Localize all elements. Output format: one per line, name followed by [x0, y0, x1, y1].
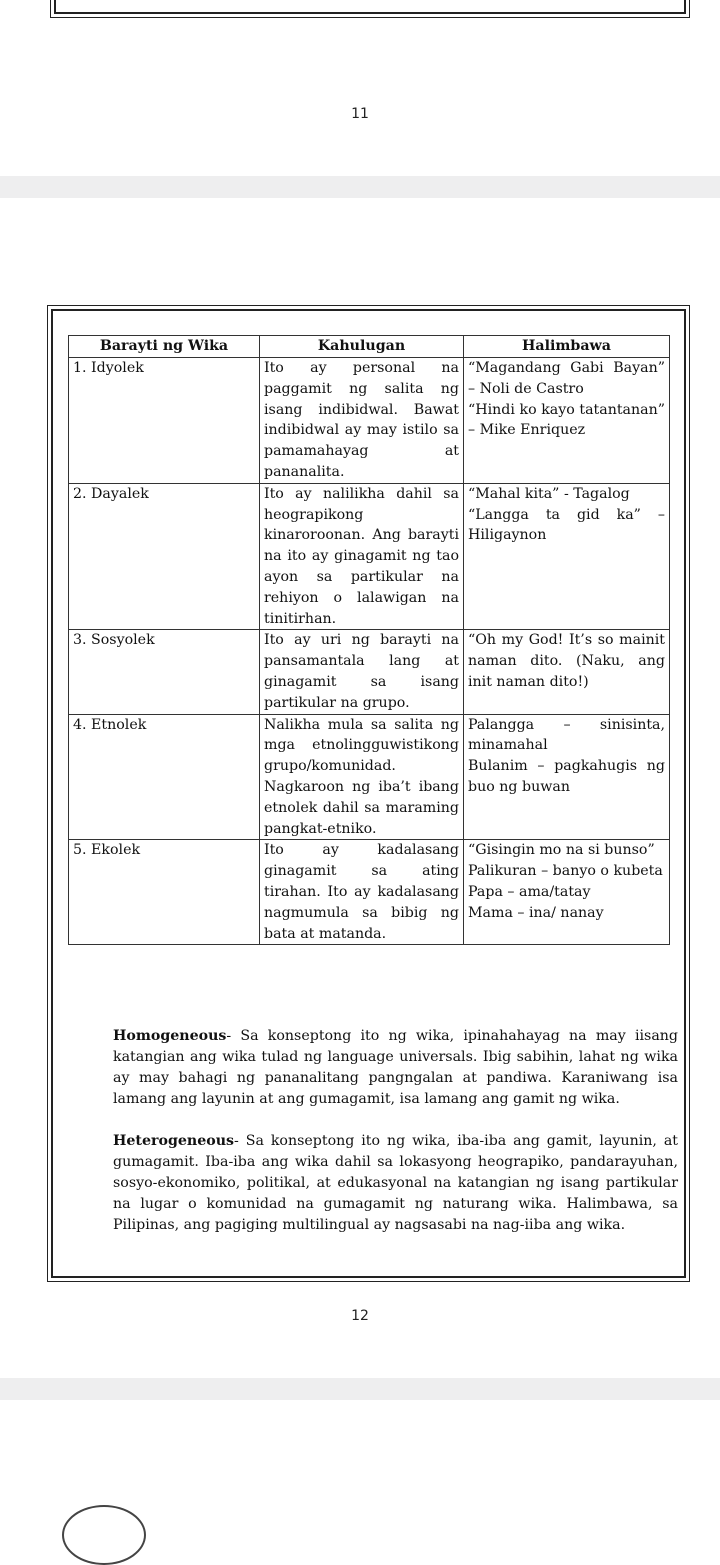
table-row — [69, 714, 670, 840]
table-row — [69, 840, 670, 945]
halimbawa-item: “Hindi ko kayo tatantanan” – Mike Enriquez — [468, 401, 665, 439]
barayti-cell: 1. Idyolek — [69, 358, 260, 484]
table-row — [69, 483, 670, 630]
halimbawa-item: Palangga – sinisinta, minamahal — [468, 716, 665, 754]
homogeneous-paragraph — [113, 1026, 678, 1110]
halimbawa-item: Palikuran – banyo o kubeta — [468, 863, 663, 880]
halimbawa-cell — [464, 630, 670, 714]
column-header: Halimbawa — [464, 336, 670, 358]
halimbawa-item: “Oh my God! It’s so mainit naman dito. (Naku, ang init naman dito!) — [468, 632, 665, 690]
table-header-row — [69, 336, 670, 358]
previous-page — [0, 0, 720, 176]
halimbawa-cell — [464, 358, 670, 484]
halimbawa-item: “Mahal kita” - Tagalog — [468, 485, 630, 502]
heterogeneous-text: - Sa konseptong ito ng wika, iba-iba ang gamit, layunin, at gumagamit. Iba-iba ang wika dahil sa lokasyong heograpiko, pandarayuhan, sosyo-ekonomiko, politikal, at edukasyonal na katangian ng isang partikular na lugar o komunidad na gumagamit ng naturang wika. Halimbawa, sa Pilipinas, ang pagiging multilingual ay nagsasabi na nag-iiba ang wika. — [113, 1133, 678, 1233]
barayti-cell: 2. Dayalek — [69, 483, 260, 630]
halimbawa-item: Bulanim – pagkahugis ng buo ng buwan — [468, 758, 665, 795]
table-row — [69, 630, 670, 714]
halimbawa-item: Papa – ama/tatay — [468, 883, 591, 900]
kahulugan-cell: Ito ay kadalasang ginagamit sa ating tirahan. Ito ay kadalasang nagmumula sa bibig ng bata at matanda. — [260, 840, 464, 945]
previous-page-inner-border — [54, 0, 686, 14]
table-row — [69, 358, 670, 484]
barayti-cell: 5. Ekolek — [69, 840, 260, 945]
halimbawa-item: “Gisingin mo na si bunso” — [468, 842, 655, 859]
column-header: Kahulugan — [260, 336, 464, 358]
page-separator — [0, 1378, 720, 1400]
seal-logo-icon — [62, 1505, 146, 1565]
halimbawa-cell — [464, 483, 670, 630]
kahulugan-cell: Ito ay personal na paggamit ng salita ng isang indibidwal. Bawat indibidwal ay may istilo sa pamamahayag at pananalita. — [260, 358, 464, 484]
page-number: 11 — [351, 106, 369, 122]
column-header: Barayti ng Wika — [69, 336, 260, 358]
halimbawa-cell — [464, 840, 670, 945]
heterogeneous-paragraph — [113, 1131, 678, 1236]
kahulugan-cell: Ito ay nalilikha dahil sa heograpikong kinaroroonan. Ang barayti na ito ay ginagamit ng tao ayon sa partikular na rehiyon o lalawigan na tinitirhan. — [260, 483, 464, 630]
kahulugan-cell: Ito ay uri ng barayti na pansamantala lang at ginagamit sa isang partikular na grupo. — [260, 630, 464, 714]
halimbawa-item: “Langga ta gid ka” – Hiligaynon — [468, 506, 665, 544]
barayti-cell: 3. Sosyolek — [69, 630, 260, 714]
halimbawa-cell — [464, 714, 670, 840]
halimbawa-item: “Magandang Gabi Bayan” – Noli de Castro — [468, 360, 665, 397]
term-homogeneous: Homogeneous — [113, 1028, 227, 1044]
page-number: 12 — [351, 1308, 369, 1324]
term-heterogeneous: Heterogeneous — [113, 1133, 235, 1149]
homogeneous-text: - Sa konseptong ito ng wika, ipinahahayag na may iisang katangian ang wika tulad ng language universals. Ibig sabihin, lahat ng wika ay may bahagi ng pananalitang pangngalan at pandiwa. Karaniwang isa lamang ang layunin at ang gumagamit, isa lamang ang gamit ng wika. — [113, 1028, 678, 1107]
next-page — [0, 1400, 720, 1520]
halimbawa-item: Mama – ina/ nanay — [468, 904, 604, 921]
kahulugan-cell: Nalikha mula sa salita ng mga etnolingguwistikong grupo/komunidad. Nagkaroon ng iba’t ibang etnolek dahil sa maraming pangkat-etniko. — [260, 714, 464, 840]
barayti-cell: 4. Etnolek — [69, 714, 260, 840]
page-separator — [0, 176, 720, 198]
barayti-ng-wika-table — [68, 335, 670, 945]
